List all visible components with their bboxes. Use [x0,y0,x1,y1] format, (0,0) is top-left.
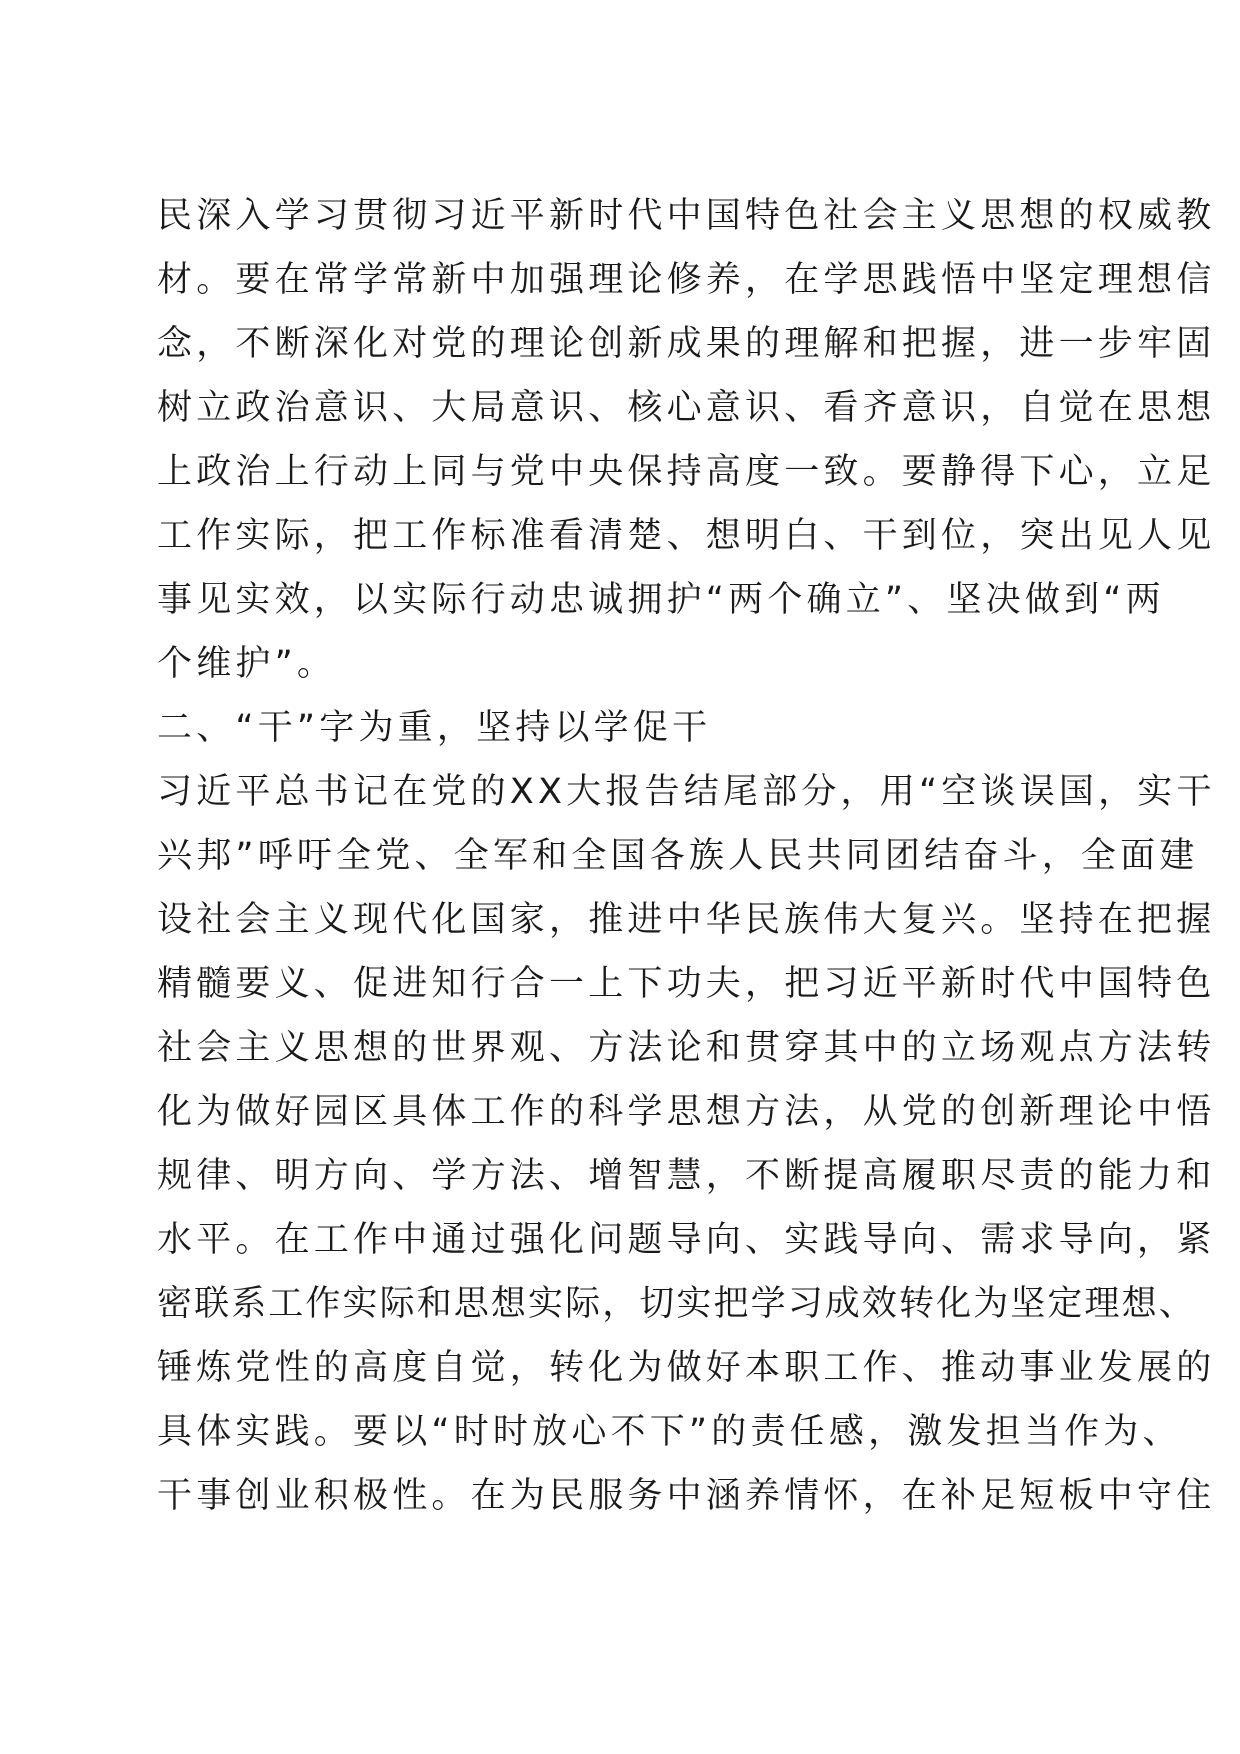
text-line: 干事创业积极性。在为民服务中涵养情怀，在补足短板中守住 [157,1476,1216,1516]
text-line: 精髓要义、促进知行合一上下功夫，把习近平新时代中国特色 [157,964,1216,1004]
text-line: 民深入学习贯彻习近平新时代中国特色社会主义思想的权威教 [157,196,1216,236]
text-line: 密联系工作实际和思想实际，切实把学习成效转化为坚定理想、 [157,1284,1196,1324]
text-line: 社会主义思想的世界观、方法论和贯穿其中的立场观点方法转 [157,1028,1216,1068]
text-line: 化为做好园区具体工作的科学思想方法，从党的创新理论中悟 [157,1092,1216,1132]
text-line: 习近平总书记在党的XX大报告结尾部分，用“空谈误国，实干 [157,772,1216,812]
text-line: 设社会主义现代化国家，推进中华民族伟大复兴。坚持在把握 [157,900,1216,940]
text-line: 事见实效，以实际行动忠诚拥护“两个确立”、坚决做到“两 [157,580,1165,620]
text-line: 水平。在工作中通过强化问题导向、实践导向、需求导向，紧 [157,1220,1216,1260]
text-line: 工作实际，把工作标准看清楚、想明白、干到位，突出见人见 [157,516,1216,556]
text-line: 树立政治意识、大局意识、核心意识、看齐意识，自觉在思想 [157,388,1216,428]
text-line: 念，不断深化对党的理论创新成果的理解和把握，进一步牢固 [157,324,1216,364]
text-line: 锤炼党性的高度自觉，转化为做好本职工作、推动事业发展的 [157,1348,1216,1388]
text-line: 具体实践。要以“时时放心不下”的责任感，激发担当作为、 [157,1412,1182,1452]
text-line: 规律、明方向、学方法、增智慧，不断提高履职尽责的能力和 [157,1156,1216,1196]
section-heading: 二、“干”字为重，坚持以学促干 [157,708,712,748]
text-line: 上政治上行动上同与党中央保持高度一致。要静得下心，立足 [157,452,1216,492]
text-line: 兴邦”呼吁全党、全军和全国各族人民共同团结奋斗，全面建 [157,836,1199,876]
text-line: 个维护”。 [157,644,337,684]
text-line: 材。要在常学常新中加强理论修养，在学思践悟中坚定理想信 [157,260,1216,300]
document-body [157,184,1216,1528]
